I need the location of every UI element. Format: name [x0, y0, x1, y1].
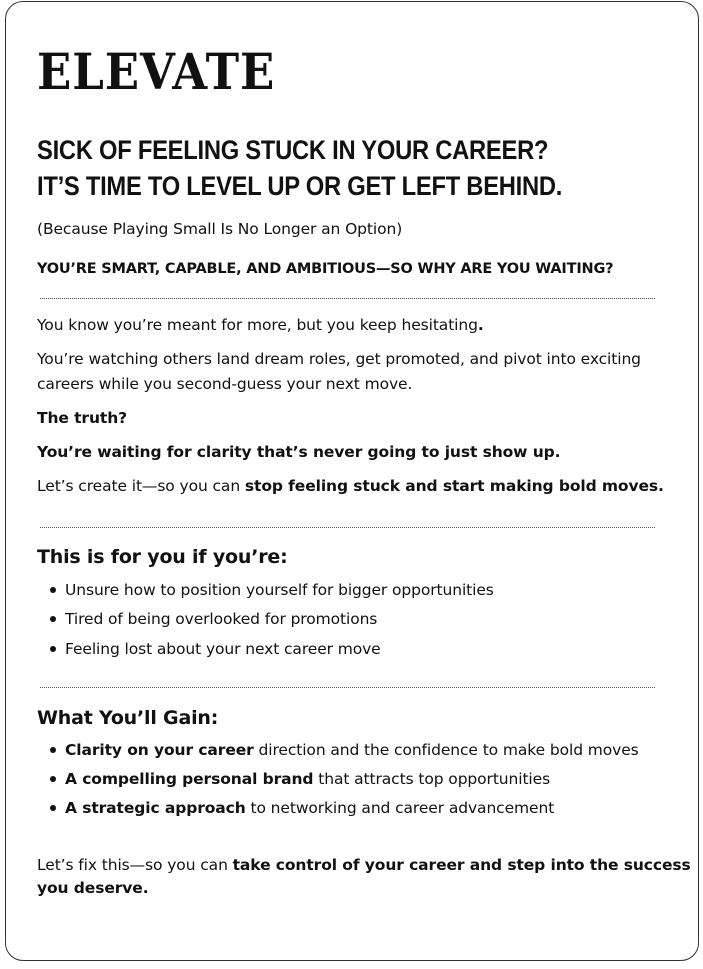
bullet-icon [50, 587, 56, 593]
truth-text: You’re waiting for clarity that’s never going to just show up. [37, 443, 561, 461]
closing-line-2: you deserve. [37, 879, 149, 897]
bullet-icon [50, 776, 56, 782]
subtitle: (Because Playing Small Is No Longer an Option) [37, 220, 403, 238]
gain-item [65, 738, 639, 762]
intro-paragraph-2-line-1: You’re watching others land dream roles, get promoted, and pivot into exciting [37, 350, 641, 368]
gain-item-rest: that attracts top opportunities [313, 770, 551, 788]
intro-cta [37, 474, 664, 498]
for-you-item: Feeling lost about your next career move [65, 640, 381, 658]
intro-paragraph-1 [37, 313, 484, 337]
divider-2 [40, 527, 655, 528]
intro-cta-bold: stop feeling stuck and start making bold moves. [244, 477, 664, 495]
for-you-heading: This is for you if you’re: [37, 546, 288, 568]
gain-item [65, 796, 554, 820]
brand-title: ELEVATE [37, 42, 276, 101]
bullet-icon [50, 646, 56, 652]
for-you-item: Tired of being overlooked for promotions [65, 610, 378, 628]
gain-heading: What You’ll Gain: [37, 707, 219, 729]
gain-item-bold: A strategic approach [65, 799, 246, 817]
divider-3 [40, 687, 655, 688]
for-you-item: Unsure how to position yourself for bigger opportunities [65, 581, 494, 599]
gain-item-rest: to networking and career advancement [245, 799, 555, 817]
gain-item-bold: Clarity on your career [65, 741, 254, 759]
truth-label: The truth? [37, 409, 128, 427]
intro-p1-text: You know you’re meant for more, but you keep hesitating [37, 316, 478, 334]
closing-plain: Let’s fix this—so you can [37, 856, 233, 874]
gain-item-rest: direction and the confidence to make bold moves [253, 741, 639, 759]
closing-bold-1: take control of your career and step into the success [232, 856, 691, 874]
closing-line-1 [37, 853, 691, 877]
headline-line-1: SICK OF FEELING STUCK IN YOUR CAREER? [37, 135, 549, 165]
intro-cta-plain: Let’s create it—so you can [37, 477, 245, 495]
bullet-icon [50, 616, 56, 622]
gain-item-bold: A compelling personal brand [65, 770, 314, 788]
headline-line-2: IT’S TIME TO LEVEL UP OR GET LEFT BEHIND. [37, 171, 563, 201]
divider-1 [40, 298, 655, 299]
intro-p1-period: . [477, 316, 484, 334]
bullet-icon [50, 747, 56, 753]
gain-item [65, 767, 550, 791]
callout: YOU’RE SMART, CAPABLE, AND AMBITIOUS—SO WHY ARE YOU WAITING? [37, 261, 614, 277]
bullet-icon [50, 805, 56, 811]
intro-paragraph-2-line-2: careers while you second-guess your next move. [37, 375, 413, 393]
